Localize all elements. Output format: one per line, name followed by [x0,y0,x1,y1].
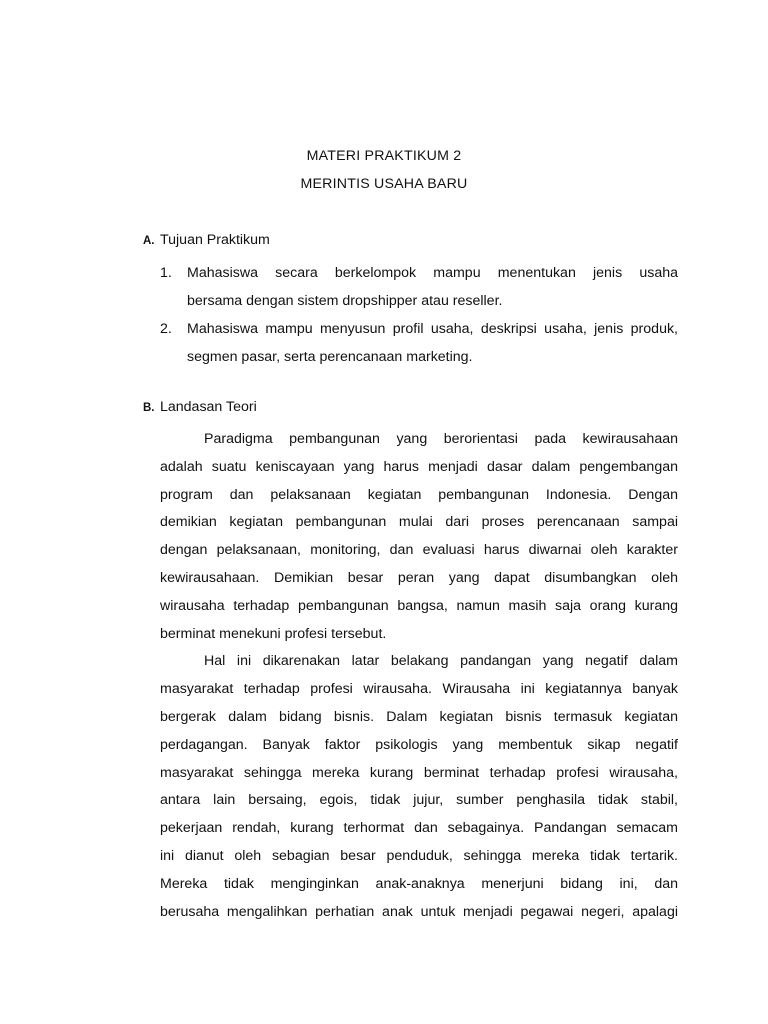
paragraph-line: masyarakat terhadap profesi wirausaha. Wirausaha ini kegiatannya banyak [160,681,678,698]
paragraph-line: program dan pelaksanaan kegiatan pembangunan Indonesia. Dengan [160,486,678,503]
document-subtitle: MERINTIS USAHA BARU [300,176,468,192]
paragraph-line: demikian kegiatan pembangunan mulai dari proses perencanaan sampai [160,514,678,531]
theory-body [160,426,678,926]
paragraph-2 [160,648,678,926]
section-a-heading [143,232,270,248]
paragraph-line: Mereka tidak menginginkan anak-anaknya menerjuni bidang ini, dan [160,875,678,892]
list-item-line: bersama dengan sistem dropshipper atau reseller. [187,293,503,309]
paragraph-line: masyarakat sehingga mereka kurang berminat terhadap profesi wirausaha, [160,764,678,781]
paragraph-line: pekerjaan rendah, kurang terhormat dan sebagainya. Pandangan semacam [160,820,678,837]
paragraph-line: dengan pelaksanaan, monitoring, dan evaluasi harus diwarnai oleh karakter [160,542,678,559]
list-item [160,259,678,315]
document-title: MATERI PRAKTIKUM 2 [306,148,462,164]
list-item-line: Mahasiswa secara berkelompok mampu menentukan jenis usaha [187,265,678,281]
list-item-number: 1. [160,265,172,281]
paragraph-line: ini dianut oleh sebagian besar penduduk, sehingga mereka tidak tertarik. [160,847,678,864]
paragraph-line: berusaha mengalihkan perhatian anak untuk menjadi pegawai negeri, apalagi [160,903,678,920]
paragraph-line: perdagangan. Banyak faktor psikologis yang membentuk sikap negatif [160,736,678,753]
paragraph-line: berminat menekuni profesi tersebut. [160,625,387,642]
list-item-line: segmen pasar, serta perencanaan marketing. [187,349,473,365]
paragraph-line: Hal ini dikarenakan latar belakang pandangan yang negatif dalam [204,653,678,670]
objectives-list [160,259,678,371]
list-item-number: 2. [160,321,172,337]
section-b-letter: B. [143,402,155,414]
paragraph-line: adalah suatu keniscayaan yang harus menjadi dasar dalam pengembangan [160,458,678,475]
paragraph-line: bergerak dalam bidang bisnis. Dalam kegiatan bisnis termasuk kegiatan [160,708,678,725]
paragraph-line: antara lain bersaing, egois, tidak jujur, sumber penghasila tidak stabil, [160,792,678,809]
section-a-title: Tujuan Praktikum [160,232,270,248]
section-b-heading [143,399,257,415]
section-b-title: Landasan Teori [160,399,257,415]
paragraph-line: wirausaha terhadap pembangunan bangsa, namun masih saja orang kurang [160,597,678,614]
list-item-line: Mahasiswa mampu menyusun profil usaha, deskripsi usaha, jenis produk, [187,321,678,337]
paragraph-1 [160,426,678,648]
list-item [160,315,678,371]
paragraph-line: kewirausahaan. Demikian besar peran yang dapat disumbangkan oleh [160,569,678,586]
paragraph-line: Paradigma pembangunan yang berorientasi pada kewirausahaan [204,431,678,447]
section-a-letter: A. [143,235,155,247]
